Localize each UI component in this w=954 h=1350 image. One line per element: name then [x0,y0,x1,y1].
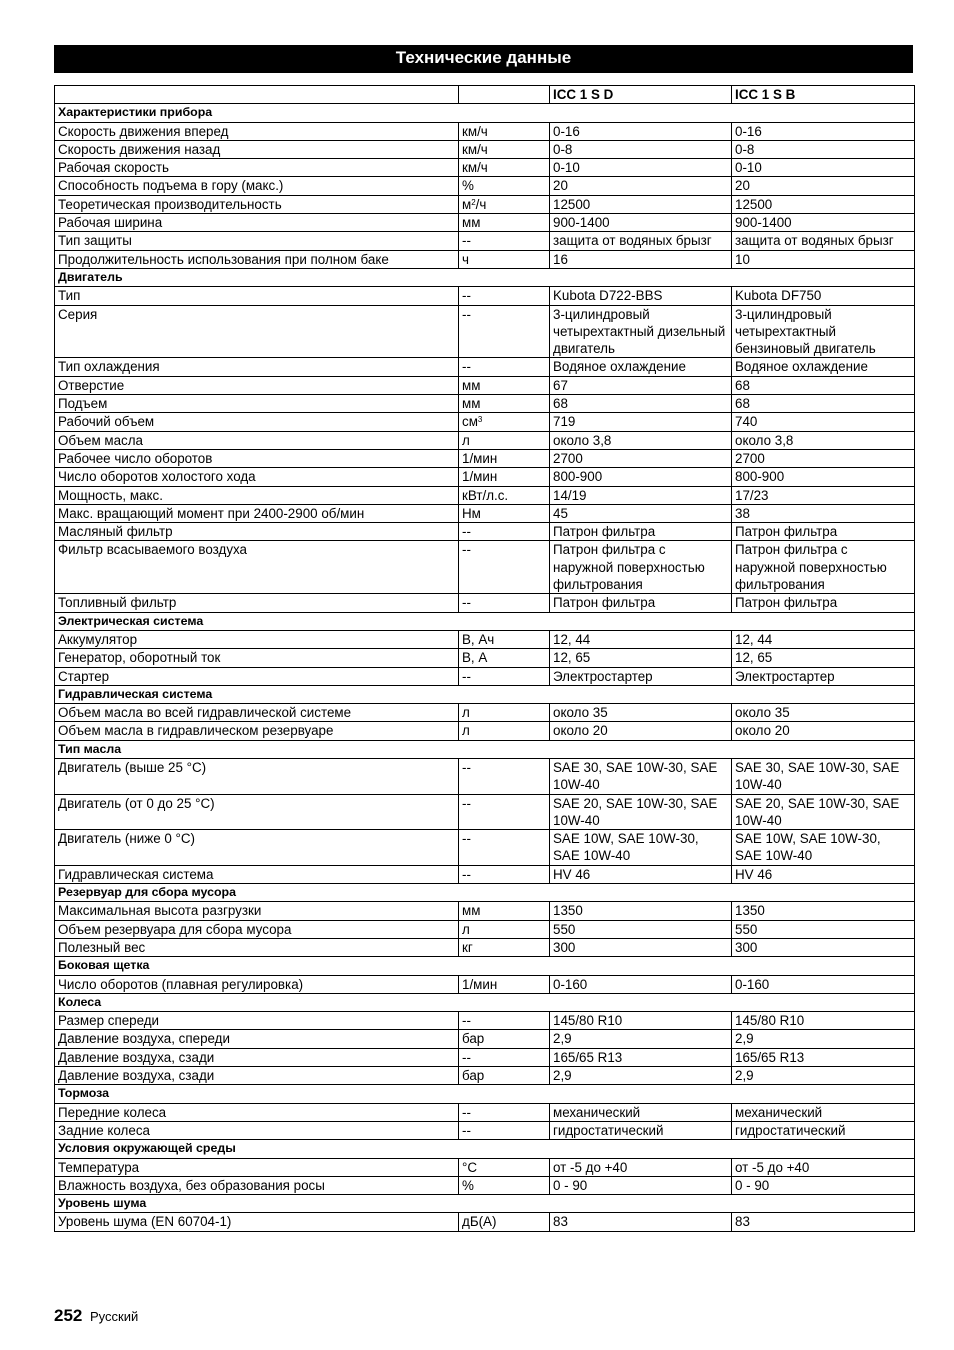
parameter-cell: Максимальная высота разгрузки [55,902,459,920]
value-cell-model-b: Патрон фильтра с наружной поверхностью фильтрования [732,541,915,594]
table-header-row [55,86,915,104]
section-title: Колеса [55,993,915,1011]
table-row [55,214,915,232]
value-cell-model-b: Kubota DF750 [732,287,915,305]
unit-cell: -- [459,667,550,685]
value-cell-model-d: 83 [550,1213,732,1231]
section-title: Двигатель [55,268,915,286]
unit-cell: -- [459,287,550,305]
value-cell-model-d: SAE 10W, SAE 10W-30, SAE 10W-40 [550,830,732,866]
table-row [55,649,915,667]
parameter-cell: Макс. вращающий момент при 2400-2900 об/мин [55,504,459,522]
value-cell-model-d: 0-8 [550,140,732,158]
parameter-cell: Стартер [55,667,459,685]
unit-cell: кВт/л.с. [459,486,550,504]
value-cell-model-d: 165/65 R13 [550,1048,732,1066]
value-cell-model-d: 16 [550,250,732,268]
value-cell-model-d: 14/19 [550,486,732,504]
value-cell-model-d: 0-160 [550,975,732,993]
table-row [55,1030,915,1048]
parameter-cell: Топливный фильтр [55,594,459,612]
value-cell-model-b: 550 [732,920,915,938]
value-cell-model-d: 550 [550,920,732,938]
unit-cell: -- [459,1103,550,1121]
parameter-cell: Продолжительность использования при полном баке [55,250,459,268]
table-row [55,523,915,541]
value-cell-model-d: 900-1400 [550,214,732,232]
unit-cell: кг [459,938,550,956]
parameter-cell: Тип охлаждения [55,358,459,376]
table-row [55,177,915,195]
parameter-cell: Давление воздуха, спереди [55,1030,459,1048]
value-cell-model-b: 0-8 [732,140,915,158]
value-cell-model-d: 800-900 [550,468,732,486]
value-cell-model-d: Kubota D722-BBS [550,287,732,305]
table-row [55,704,915,722]
table-row [55,395,915,413]
value-cell-model-b: 0-16 [732,122,915,140]
parameter-cell: Подъем [55,395,459,413]
unit-cell: мм [459,214,550,232]
section-header-row [55,884,915,902]
unit-cell: км/ч [459,122,550,140]
unit-cell: 1/мин [459,975,550,993]
value-cell-model-d: 12500 [550,195,732,213]
section-header-row [55,685,915,703]
unit-cell: Нм [459,504,550,522]
parameter-cell: Двигатель (выше 25 °C) [55,758,459,794]
value-cell-model-b: Патрон фильтра [732,594,915,612]
section-header-row [55,740,915,758]
value-cell-model-b: 68 [732,376,915,394]
unit-cell: -- [459,594,550,612]
value-cell-model-b: 0-160 [732,975,915,993]
value-cell-model-d: около 35 [550,704,732,722]
section-header-row [55,1195,915,1213]
table-row [55,1121,915,1139]
unit-cell: -- [459,758,550,794]
section-title: Электрическая система [55,612,915,630]
section-title: Гидравлическая система [55,685,915,703]
value-cell-model-b: 740 [732,413,915,431]
parameter-cell: Тип защиты [55,232,459,250]
table-row [55,1048,915,1066]
parameter-cell: Мощность, макс. [55,486,459,504]
value-cell-model-b: защита от водяных брызг [732,232,915,250]
value-cell-model-d: Водяное охлаждение [550,358,732,376]
table-row [55,1067,915,1085]
table-row [55,594,915,612]
parameter-cell: Передние колеса [55,1103,459,1121]
table-row [55,1176,915,1194]
parameter-cell: Рабочий объем [55,413,459,431]
section-title: Характеристики прибора [55,104,915,122]
value-cell-model-b: 20 [732,177,915,195]
value-cell-model-b: 12500 [732,195,915,213]
value-cell-model-b: SAE 20, SAE 10W-30, SAE 10W-40 [732,794,915,830]
parameter-cell: Объем масла в гидравлическом резервуаре [55,722,459,740]
value-cell-model-d: Патрон фильтра [550,594,732,612]
unit-cell: -- [459,541,550,594]
parameter-cell: Скорость движения вперед [55,122,459,140]
value-cell-model-d: 0-16 [550,122,732,140]
parameter-cell: Влажность воздуха, без образования росы [55,1176,459,1194]
parameter-cell: Рабочая ширина [55,214,459,232]
parameter-cell: Теоретическая производительность [55,195,459,213]
unit-cell: $см^3$ [459,413,550,431]
table-row [55,358,915,376]
value-cell-model-d: SAE 20, SAE 10W-30, SAE 10W-40 [550,794,732,830]
unit-cell: мм [459,902,550,920]
unit-cell: км/ч [459,140,550,158]
value-cell-model-d: от -5 до +40 [550,1158,732,1176]
unit-cell: °C [459,1158,550,1176]
value-cell-model-b: 10 [732,250,915,268]
value-cell-model-b: 2700 [732,449,915,467]
value-cell-model-d: Патрон фильтра с наружной поверхностью фильтрования [550,541,732,594]
value-cell-model-d: 3-цилиндровый четырехтактный дизельный двигатель [550,305,732,358]
unit-cell: дБ(A) [459,1213,550,1231]
table-row [55,722,915,740]
parameter-cell: Двигатель (от 0 до 25 °C) [55,794,459,830]
unit-cell: % [459,177,550,195]
unit-cell: бар [459,1067,550,1085]
value-cell-model-b: SAE 30, SAE 10W-30, SAE 10W-40 [732,758,915,794]
unit-cell: % [459,1176,550,1194]
parameter-cell: Число оборотов (плавная регулировка) [55,975,459,993]
footer-language: Русский [90,1309,139,1324]
page-number: 252 [54,1306,83,1325]
value-cell-model-b: Электростартер [732,667,915,685]
value-cell-model-b: 0-10 [732,159,915,177]
value-cell-model-b: около 35 [732,704,915,722]
value-cell-model-d: 2,9 [550,1030,732,1048]
parameter-cell: Тип [55,287,459,305]
unit-cell: -- [459,523,550,541]
value-cell-model-b: механический [732,1103,915,1121]
table-row [55,920,915,938]
value-cell-model-b: 12, 65 [732,649,915,667]
value-cell-model-b: от -5 до +40 [732,1158,915,1176]
value-cell-model-d: 719 [550,413,732,431]
value-cell-model-b: 2,9 [732,1030,915,1048]
value-cell-model-b: HV 46 [732,865,915,883]
value-cell-model-d: около 3,8 [550,431,732,449]
parameter-cell: Полезный вес [55,938,459,956]
table-row [55,865,915,883]
unit-cell: л [459,431,550,449]
table-row [55,794,915,830]
value-cell-model-b: 17/23 [732,486,915,504]
value-cell-model-d: 300 [550,938,732,956]
header-cell-unit [459,86,550,104]
unit-cell: ч [459,250,550,268]
value-cell-model-d: защита от водяных брызг [550,232,732,250]
table-row [55,630,915,648]
value-cell-model-b: 2,9 [732,1067,915,1085]
value-cell-model-d: 67 [550,376,732,394]
value-cell-model-d: гидростатический [550,1121,732,1139]
unit-cell: км/ч [459,159,550,177]
table-row [55,376,915,394]
value-cell-model-b: гидростатический [732,1121,915,1139]
parameter-cell: Отверстие [55,376,459,394]
parameter-cell: Уровень шума (EN 60704-1) [55,1213,459,1231]
section-title: Резервуар для сбора мусора [55,884,915,902]
value-cell-model-b: 165/65 R13 [732,1048,915,1066]
value-cell-model-d: 2700 [550,449,732,467]
value-cell-model-b: 800-900 [732,468,915,486]
section-header-row [55,104,915,122]
section-header-row [55,1140,915,1158]
section-header-row [55,957,915,975]
section-header-row [55,612,915,630]
table-row [55,902,915,920]
parameter-cell: Задние колеса [55,1121,459,1139]
table-row [55,431,915,449]
table-row [55,938,915,956]
table-row [55,504,915,522]
unit-cell: -- [459,1121,550,1139]
value-cell-model-d: Электростартер [550,667,732,685]
table-row [55,195,915,213]
table-row [55,830,915,866]
section-header-row [55,993,915,1011]
value-cell-model-b: Водяное охлаждение [732,358,915,376]
table-row [55,140,915,158]
table-row [55,159,915,177]
value-cell-model-b: около 3,8 [732,431,915,449]
table-row [55,287,915,305]
table-body [55,86,915,1232]
unit-cell: -- [459,232,550,250]
unit-cell: бар [459,1030,550,1048]
table-row [55,667,915,685]
value-cell-model-d: SAE 30, SAE 10W-30, SAE 10W-40 [550,758,732,794]
unit-cell: мм [459,376,550,394]
value-cell-model-b: 900-1400 [732,214,915,232]
value-cell-model-d: HV 46 [550,865,732,883]
page-footer [54,1306,138,1326]
section-header-row [55,268,915,286]
table-row [55,122,915,140]
value-cell-model-d: 1350 [550,902,732,920]
parameter-cell: Фильтр всасываемого воздуха [55,541,459,594]
unit-cell: л [459,920,550,938]
value-cell-model-b: 300 [732,938,915,956]
parameter-cell: Температура [55,1158,459,1176]
value-cell-model-b: 12, 44 [732,630,915,648]
value-cell-model-d: 20 [550,177,732,195]
value-cell-model-b: 83 [732,1213,915,1231]
parameter-cell: Скорость движения назад [55,140,459,158]
value-cell-model-d: около 20 [550,722,732,740]
parameter-cell: Размер спереди [55,1012,459,1030]
unit-cell: -- [459,1048,550,1066]
parameter-cell: Объем резервуара для сбора мусора [55,920,459,938]
parameter-cell: Аккумулятор [55,630,459,648]
header-cell-parameter [55,86,459,104]
parameter-cell: Рабочая скорость [55,159,459,177]
value-cell-model-b: SAE 10W, SAE 10W-30, SAE 10W-40 [732,830,915,866]
value-cell-model-d: 2,9 [550,1067,732,1085]
table-row [55,250,915,268]
table-row [55,486,915,504]
parameter-cell: Способность подъема в гору (макс.) [55,177,459,195]
unit-cell: 1/мин [459,468,550,486]
table-row [55,975,915,993]
table-row [55,468,915,486]
value-cell-model-b: 145/80 R10 [732,1012,915,1030]
header-cell-model-d: ICC 1 S D [550,86,732,104]
table-row [55,449,915,467]
section-header-row [55,1085,915,1103]
parameter-cell: Давление воздуха, сзади [55,1048,459,1066]
parameter-cell: Гидравлическая система [55,865,459,883]
parameter-cell: Серия [55,305,459,358]
section-title: Тормоза [55,1085,915,1103]
value-cell-model-d: 145/80 R10 [550,1012,732,1030]
value-cell-model-d: 0-10 [550,159,732,177]
table-row [55,1012,915,1030]
table-row [55,541,915,594]
value-cell-model-b: Патрон фильтра [732,523,915,541]
value-cell-model-b: 38 [732,504,915,522]
value-cell-model-d: 12, 44 [550,630,732,648]
page-title: Технические данные [54,45,913,73]
table-row [55,1103,915,1121]
table-row [55,758,915,794]
parameter-cell: Объем масла во всей гидравлической системе [55,704,459,722]
unit-cell: 1/мин [459,449,550,467]
parameter-cell: Двигатель (ниже 0 °C) [55,830,459,866]
value-cell-model-b: около 20 [732,722,915,740]
value-cell-model-b: 68 [732,395,915,413]
table-row [55,305,915,358]
unit-cell: -- [459,830,550,866]
value-cell-model-d: 12, 65 [550,649,732,667]
section-title: Тип масла [55,740,915,758]
table-row [55,1213,915,1231]
unit-cell: мм [459,395,550,413]
table-row [55,1158,915,1176]
parameter-cell: Число оборотов холостого хода [55,468,459,486]
unit-cell: -- [459,358,550,376]
section-title: Уровень шума [55,1195,915,1213]
unit-cell: $м^2/ч$ [459,195,550,213]
parameter-cell: Рабочее число оборотов [55,449,459,467]
parameter-cell: Объем масла [55,431,459,449]
value-cell-model-d: 45 [550,504,732,522]
unit-cell: л [459,722,550,740]
value-cell-model-d: 68 [550,395,732,413]
table-row [55,232,915,250]
value-cell-model-b: 1350 [732,902,915,920]
parameter-cell: Масляный фильтр [55,523,459,541]
value-cell-model-b: 0 - 90 [732,1176,915,1194]
unit-cell: -- [459,794,550,830]
section-title: Условия окружающей среды [55,1140,915,1158]
section-title: Боковая щетка [55,957,915,975]
unit-cell: -- [459,1012,550,1030]
header-cell-model-b: ICC 1 S B [732,86,915,104]
value-cell-model-d: 0 - 90 [550,1176,732,1194]
technical-data-table [54,85,915,1232]
value-cell-model-d: механический [550,1103,732,1121]
table-row [55,413,915,431]
parameter-cell: Давление воздуха, сзади [55,1067,459,1085]
unit-cell: В, Ач [459,630,550,648]
unit-cell: -- [459,305,550,358]
unit-cell: В, А [459,649,550,667]
value-cell-model-b: 3-цилиндровый четырехтактный бензиновый двигатель [732,305,915,358]
unit-cell: л [459,704,550,722]
parameter-cell: Генератор, оборотный ток [55,649,459,667]
value-cell-model-d: Патрон фильтра [550,523,732,541]
unit-cell: -- [459,865,550,883]
